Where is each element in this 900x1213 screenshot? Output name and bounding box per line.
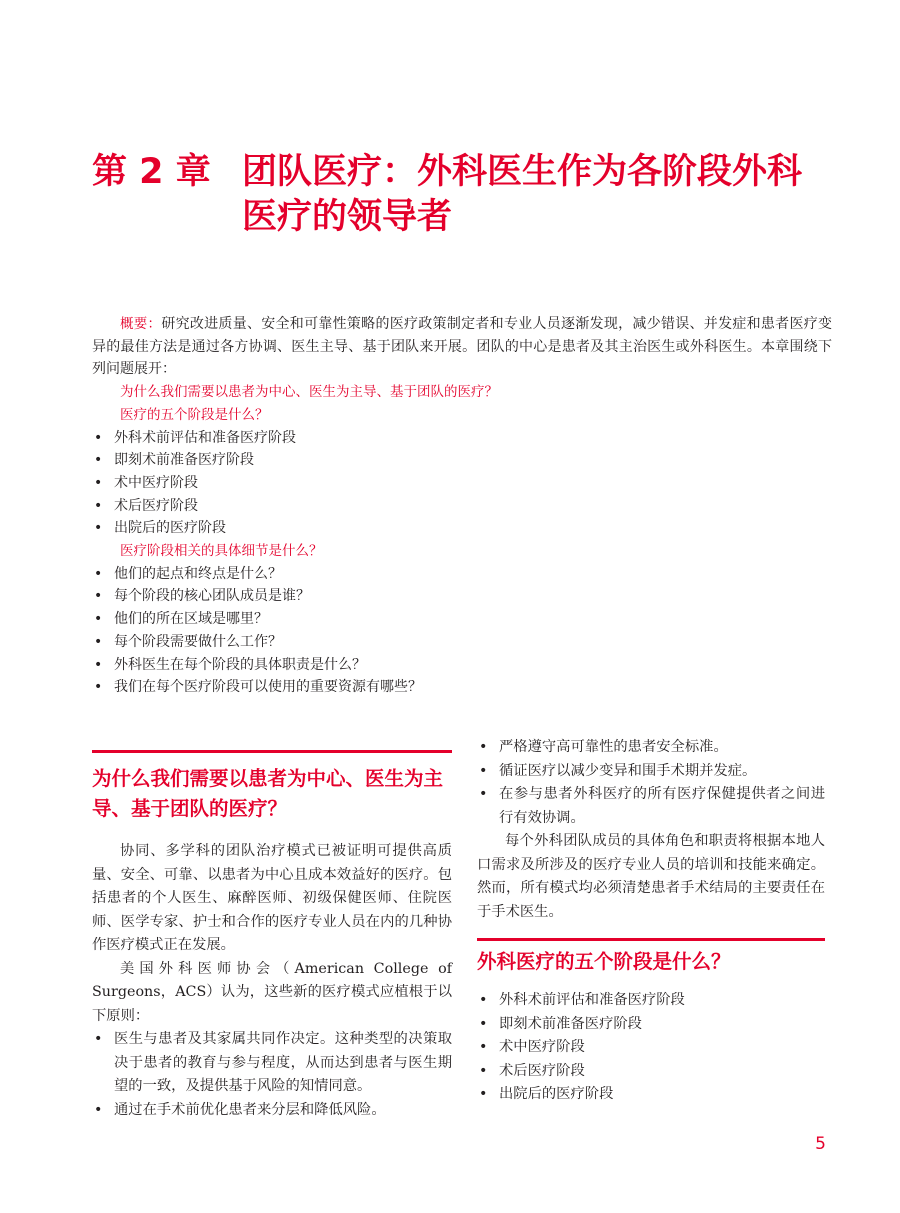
section1-paragraph-2: 美国外科医师协会（American College of Surgeons，ACS）认为，这些新的医疗模式应植根于以下原则： <box>92 960 452 1024</box>
chapter-title-line1: 团队医疗：外科医生作为各阶段外科 <box>242 152 803 192</box>
section-divider <box>477 938 825 941</box>
list-item: • 通过在手术前优化患者来分层和降低风险。 <box>92 1099 452 1123</box>
abstract-text: 研究改进质量、安全和可靠性策略的医疗政策制定者和专业人员逐渐发现，减少错误、并发症和患者医疗变异的最佳方法是通过各方协调、医生主导、基于团队来开展。团队的中心是患者及其主治医生或外科医生。本章围绕下列问题展开： <box>92 316 832 378</box>
list-item: • 术中医疗阶段 <box>92 472 832 495</box>
list-item: • 我们在每个医疗阶段可以使用的重要资源有哪些？ <box>92 676 832 699</box>
list-item: • 术后医疗阶段 <box>477 1060 825 1084</box>
chapter-title <box>92 150 852 240</box>
list-item: • 外科医生在每个阶段的具体职责是什么？ <box>92 654 832 677</box>
list-item: • 他们的所在区域是哪里？ <box>92 608 832 631</box>
list-item: • 每个阶段需要做什么工作？ <box>92 631 832 654</box>
list-item: • 严格遵守高可靠性的患者安全标准。 <box>477 736 825 760</box>
list-item: • 出院后的医疗阶段 <box>477 1083 825 1107</box>
section2-phase-list <box>477 989 825 1107</box>
list-item: • 外科术前评估和准备医疗阶段 <box>477 989 825 1013</box>
list-item: • 循证医疗以减少变异和围手术期并发症。 <box>477 760 825 784</box>
list-item: • 即刻术前准备医疗阶段 <box>92 449 832 472</box>
section1-paragraph-1: 协同、多学科的团队治疗模式已被证明可提供高质量、安全、可靠、以患者为中心且成本效益好的医疗。包括患者的个人医生、麻醉医师、初级保健医师、住院医师、医学专家、护士和合作的医疗专业人员在内的几种协作医疗模式正在发展。 <box>92 843 452 953</box>
abstract <box>92 313 832 699</box>
list-item: • 他们的起点和终点是什么？ <box>92 563 832 586</box>
abstract-paragraph <box>92 313 832 381</box>
list-item: • 出院后的医疗阶段 <box>92 517 832 540</box>
left-column <box>92 750 452 1122</box>
principles-list-continued <box>477 736 825 830</box>
chapter-title-line2: 医疗的领导者 <box>242 197 453 237</box>
abstract-question-3: 医疗阶段相关的具体细节是什么？ <box>120 543 323 560</box>
section-divider <box>92 750 452 753</box>
abstract-label: 概要： <box>120 316 162 332</box>
section1-paragraph-3: 每个外科团队成员的具体角色和职责将根据本地人口需求及所涉及的医疗专业人员的培训和技能来确定。然而，所有模式均必须清楚患者手术结局的主要责任在于手术医生。 <box>477 833 825 920</box>
section2-heading: 外科医疗的五个阶段是什么？ <box>477 950 731 973</box>
list-item: • 术中医疗阶段 <box>477 1036 825 1060</box>
abstract-phase-list <box>92 427 832 541</box>
list-item: • 外科术前评估和准备医疗阶段 <box>92 427 832 450</box>
list-item: • 每个阶段的核心团队成员是谁？ <box>92 585 832 608</box>
right-column <box>477 736 825 1107</box>
abstract-question-2: 医疗的五个阶段是什么？ <box>120 406 269 423</box>
list-item: • 医生与患者及其家属共同作决定。这种类型的决策取决于患者的教育与参与程度，从而达到患者与医生期望的一致，及提供基于风险的知情同意。 <box>92 1028 452 1099</box>
list-item: • 即刻术前准备医疗阶段 <box>477 1013 825 1037</box>
section1-heading: 为什么我们需要以患者为中心、医生为主导、基于团队的医疗？ <box>92 767 444 820</box>
abstract-question-1: 为什么我们需要以患者为中心、医生为主导、基于团队的医疗？ <box>120 384 498 401</box>
list-item: • 术后医疗阶段 <box>92 495 832 518</box>
principles-list <box>92 1028 452 1122</box>
abstract-detail-list <box>92 563 832 699</box>
list-item: • 在参与患者外科医疗的所有医疗保健提供者之间进行有效协调。 <box>477 783 825 830</box>
chapter-number: 第 2 章 <box>92 152 211 192</box>
page-number: 5 <box>815 1134 826 1154</box>
